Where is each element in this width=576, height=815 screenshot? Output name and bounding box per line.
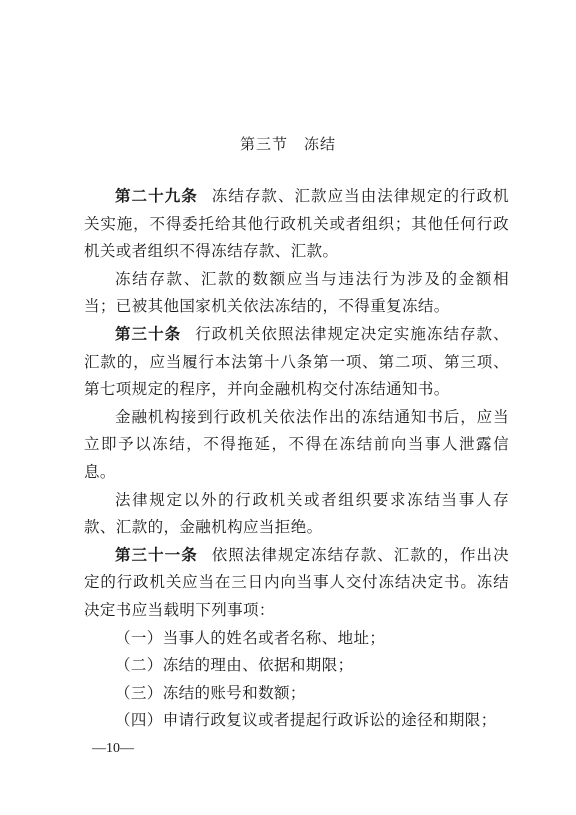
article-31-item-4: （四）申请行政复议或者提起行政诉讼的途径和期限； (115, 711, 497, 730)
article-29-label: 第二十九条 (115, 187, 198, 205)
article-30-text-1: 行政机关依照法律规定决定实施冻结存款、汇款的，应当履行本法第十八条第一项、第二项、第三项、第七项规定的程序，并向金融机构交付冻结通知书。 (84, 324, 509, 399)
article-31-item-3: （三）冻结的账号和数额； (115, 683, 306, 702)
article-30-label: 第三十条 (115, 324, 182, 343)
page-number: —10— (92, 741, 134, 756)
article-31-text-1: 依照法律规定冻结存款、汇款的，作出决定的行政机关应当在三日内向当事人交付冻结决定书。冻结决定书应当载明下列事项： (84, 545, 509, 619)
section-title: 第三节 冻结 (239, 135, 336, 153)
article-29-paragraph-2: 冻结存款、汇款的数额应当与违法行为涉及的金额相当；已被其他国家机关依法冻结的，不得重复冻结。 (84, 269, 509, 316)
document-body (84, 183, 509, 735)
article-31-item-1: （一）当事人的姓名或者名称、地址； (115, 628, 386, 647)
article-31-label: 第三十一条 (115, 545, 198, 564)
article-31-item-2: （二）冻结的理由、依据和期限； (115, 656, 354, 675)
article-30-paragraph-2: 金融机构接到行政机关依法作出的冻结通知书后，应当立即予以冻结，不得拖延，不得在冻结前向当事人泄露信息。 (84, 407, 509, 481)
article-30-paragraph-1 (84, 321, 509, 404)
article-31-paragraph-1 (84, 542, 509, 625)
article-29-text-1: 冻结存款、汇款应当由法律规定的行政机关实施，不得委托给其他行政机关或者组织；其他任何行政机关或者组织不得冻结存款、汇款。 (84, 187, 509, 261)
article-29-paragraph-1 (84, 183, 509, 266)
article-30-paragraph-3: 法律规定以外的行政机关或者组织要求冻结当事人存款、汇款的，金融机构应当拒绝。 (84, 490, 509, 537)
